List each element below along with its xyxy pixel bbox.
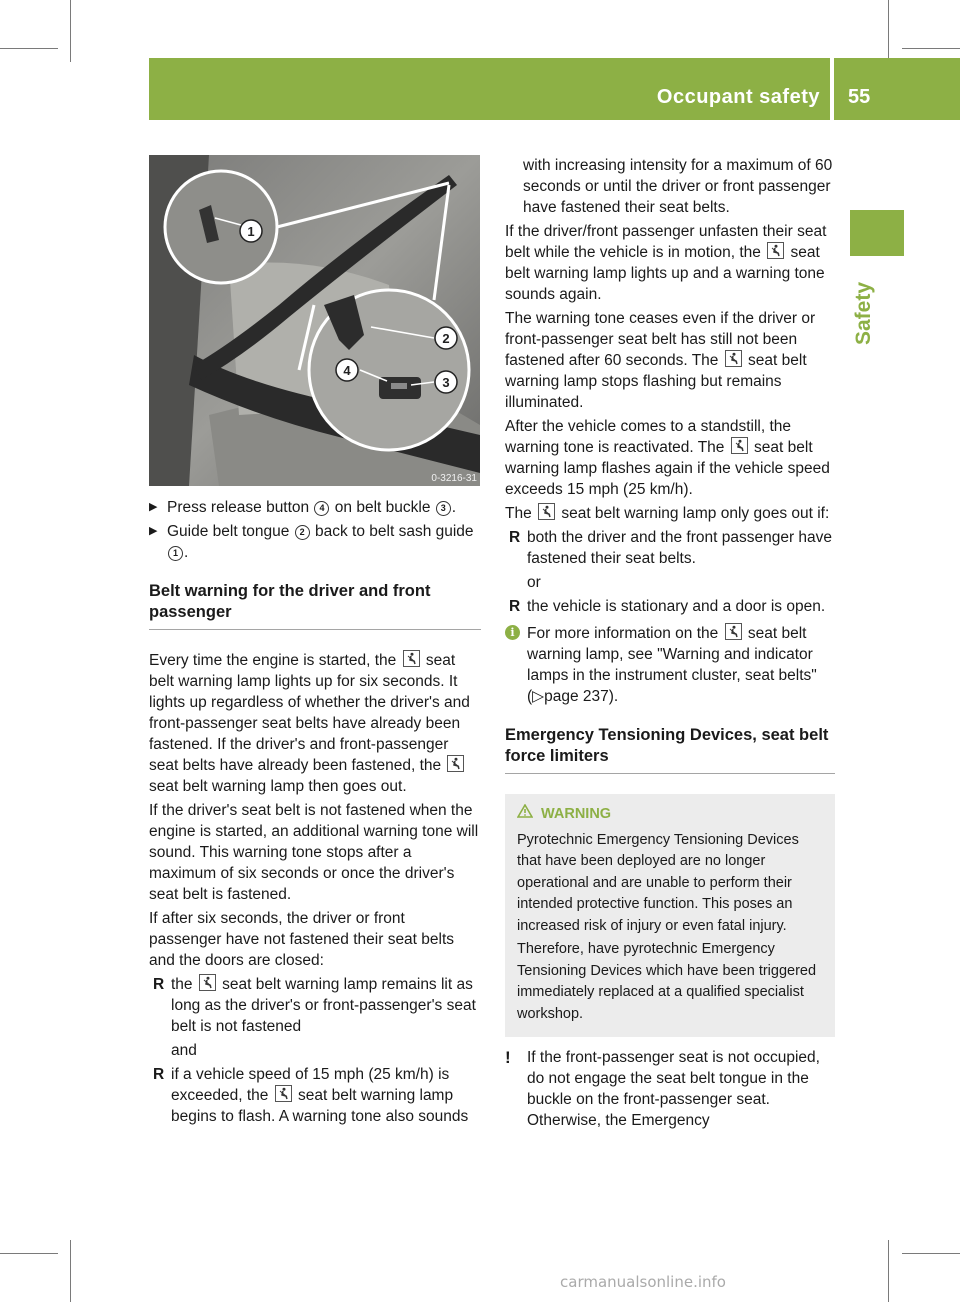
watermark: carmanualsonline.info: [560, 1273, 726, 1291]
warning-text: Pyrotechnic Emergency Tensioning Devices that have been deployed are no longer operational and are unable to perform their intended protective function. This poses an increased risk of injury or even fatal injury.: [517, 831, 799, 934]
warning-triangle-icon: [517, 804, 533, 826]
list-item: R the seat belt warning lamp remains lit as long as the driver's or front-passenger's seat belt is not fastened: [153, 976, 476, 1035]
page-reference-link[interactable]: page 237).: [544, 688, 619, 705]
crop-mark: [902, 48, 960, 49]
callout-ref: 3: [436, 501, 451, 516]
callout-2: [435, 327, 457, 349]
seatbelt-illustration: [149, 155, 480, 486]
crop-mark: [888, 1240, 889, 1302]
bullet-icon: R: [153, 1066, 165, 1083]
callout-3: [435, 371, 457, 393]
seatbelt-figure: [149, 155, 480, 486]
callout-ref: 2: [295, 525, 310, 540]
page-number: 55: [848, 86, 871, 108]
bullet-icon: R: [509, 598, 521, 615]
header-band: [149, 58, 830, 120]
seatbelt-warning-icon: [538, 503, 555, 520]
callout-ref: 1: [168, 546, 183, 561]
seatbelt-warning-icon: [403, 650, 420, 667]
crop-mark: [0, 48, 58, 49]
instruction-step: ▶ Guide belt tongue 2 back to belt sash guide 1 .: [149, 523, 474, 561]
crop-mark: [0, 1253, 58, 1254]
seatbelt-warning-icon: [731, 437, 748, 454]
exclamation-icon: !: [505, 1048, 511, 1067]
paragraph: Every time the engine is started, the seat belt warning lamp lights up for six seconds. It lights up regardless of whether the driver's and front-passenger seat belts have already been fastened. If the driver's and front-passenger seat belts have already been fastened, the seat belt warning lamp then goes out.: [149, 652, 470, 795]
page-ref-arrow-icon: ▷: [532, 688, 545, 705]
section-heading: Belt warning for the driver and front passenger: [149, 581, 481, 630]
seatbelt-warning-icon: [725, 350, 742, 367]
paragraph: The seat belt warning lamp only goes out if:: [505, 505, 830, 522]
header-title: Occupant safety: [656, 86, 820, 108]
header-page-band: [834, 58, 960, 120]
bullet-icon: R: [509, 529, 521, 546]
seatbelt-warning-icon: [275, 1085, 292, 1102]
instruction-step: ▶ Press release button 4 on belt buckle 3 .: [149, 499, 457, 516]
step-arrow-icon: ▶: [149, 525, 158, 537]
section-tab-block: [850, 210, 904, 256]
callout-4: [336, 359, 358, 381]
conjunction: and: [171, 1042, 197, 1059]
seatbelt-warning-icon: [767, 242, 784, 259]
step-arrow-icon: ▶: [149, 501, 158, 513]
paragraph: After the vehicle comes to a standstill, the warning tone is reactivated. The seat belt warning lamp flashes again if the vehicle speed exceeds 15 mph (25 km/h).: [505, 418, 830, 498]
callout-ref: 4: [314, 501, 329, 516]
svg-text:2: 2: [442, 331, 450, 346]
callout-1: [240, 220, 262, 242]
warning-text: Therefore, have pyrotechnic Emergency Tensioning Devices which have been triggered immediately replaced at a qualified specialist workshop.: [517, 941, 817, 1022]
conjunction: or: [527, 574, 541, 591]
crop-mark: [902, 1253, 960, 1254]
list-item: R if a vehicle speed of 15 mph (25 km/h) is exceeded, the seat belt warning lamp begins to flash. A warning tone also sounds: [153, 1066, 469, 1125]
section-heading: Emergency Tensioning Devices, seat belt force limiters: [505, 725, 835, 774]
svg-text:4: 4: [343, 363, 351, 378]
seatbelt-warning-icon: [725, 623, 742, 640]
warning-title: WARNING: [541, 806, 612, 822]
list-item: R both the driver and the front passenger have fastened their seat belts.: [509, 529, 833, 567]
warning-box: [505, 794, 835, 1037]
bullet-icon: R: [153, 976, 165, 993]
seatbelt-warning-icon: [199, 974, 216, 991]
paragraph: If after six seconds, the driver or front passenger have not fastened their seat belts and the doors are closed:: [149, 910, 455, 969]
list-item: R the vehicle is stationary and a door is open.: [509, 598, 826, 615]
crop-mark: [70, 1240, 71, 1302]
right-column: [505, 155, 835, 1131]
paragraph: The warning tone ceases even if the driver or front-passenger seat belt has still not been fastened after 60 seconds. The seat belt warning lamp stops flashing but remains illuminated.: [505, 310, 816, 411]
paragraph: with increasing intensity for a maximum of 60 seconds or until the driver or front passenger have fastened their seat belts.: [523, 157, 833, 216]
section-label: Safety: [852, 281, 875, 345]
crop-mark: [888, 0, 889, 62]
svg-text:1: 1: [247, 224, 255, 239]
figure-code: 0-3216-31: [431, 473, 477, 484]
seatbelt-warning-icon: [447, 755, 464, 772]
svg-text:3: 3: [442, 375, 450, 390]
paragraph: If the driver's seat belt is not fastened when the engine is started, an additional warning tone will sound. This warning tone stops after a maximum of six seconds or once the driver's seat belt is fastened.: [149, 802, 479, 903]
crop-mark: [70, 0, 71, 62]
paragraph: If the driver/front passenger unfasten their seat belt while the vehicle is in motion, the seat belt warning lamp lights up and a warning tone sounds again.: [505, 223, 827, 303]
left-column: [149, 497, 481, 1130]
info-icon: i: [505, 625, 520, 640]
caution-note: ! If the front-passenger seat is not occupied, do not engage the seat belt tongue in the buckle on the front-passenger seat. Otherwise, the Emergency: [505, 1048, 820, 1129]
warning-header: [517, 804, 825, 826]
info-note: i For more information on the seat belt warning lamp, see "Warning and indicator lamps in the instrument cluster, seat belts" (▷page 237).: [505, 623, 835, 707]
